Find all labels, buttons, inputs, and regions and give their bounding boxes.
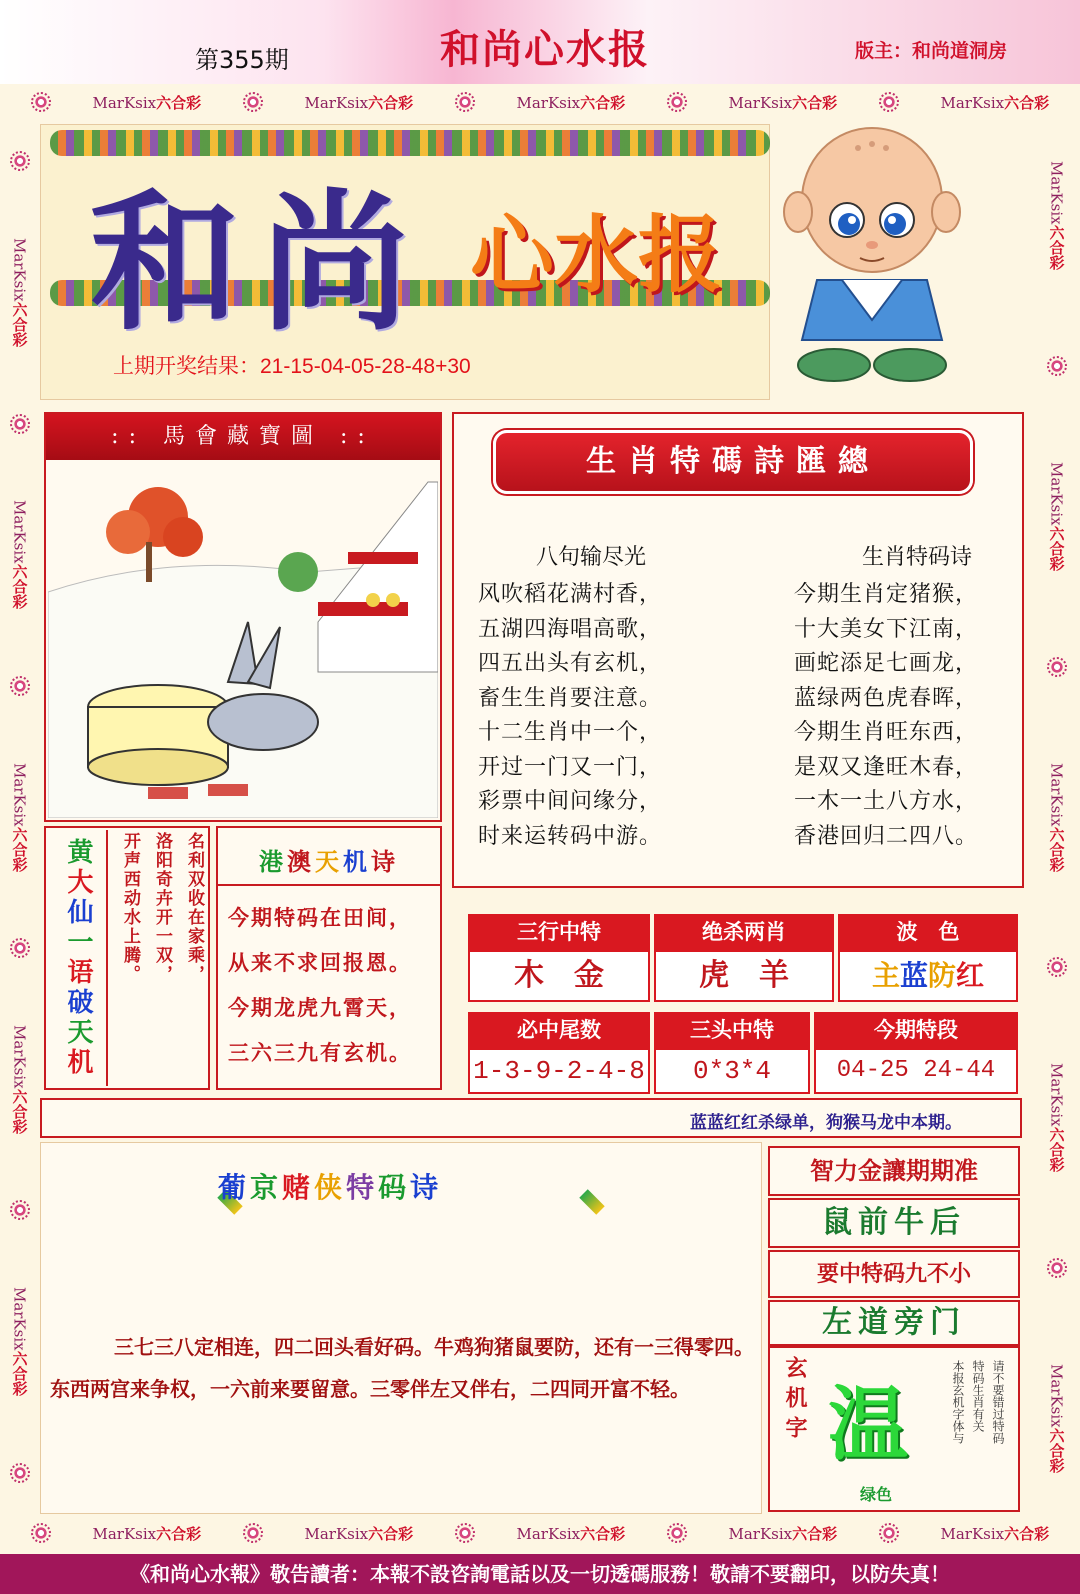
note-text: 特码生肖有关	[971, 1360, 985, 1432]
poem-line: 蓝绿两色虎春晖，	[794, 685, 979, 711]
watermark-label: MarKsix六合彩	[940, 93, 1050, 112]
watermark-label: MarKsix六合彩	[1047, 1063, 1066, 1173]
pujing-text: 三七三八定相连，四二回头看好码。牛鸡狗猪鼠要防，还有一三得零四。东西两宫来争权，一六前来要留意。三零伴左又伴右，二四同开富不轻。	[50, 1335, 754, 1401]
gangao-line: 三六三九有玄机。	[228, 1040, 412, 1065]
masthead-title-big: 和尚	[90, 175, 431, 351]
flower-icon	[243, 1523, 263, 1543]
gangao-line: 从来不求回报恩。	[228, 950, 412, 975]
poem-left-body	[478, 578, 662, 854]
mystery-word-color: 绿色	[860, 1485, 893, 1504]
title-char: 一	[63, 928, 93, 958]
info-strip-text: 蓝蓝红红杀绿单，狗猴马龙中本期。	[690, 1113, 962, 1133]
note-text: 请不要错过特码	[991, 1360, 1005, 1444]
title-char: 侠	[314, 1171, 347, 1204]
right-slogan: 智力金讓期期准	[768, 1146, 1020, 1196]
title-char: 破	[63, 988, 93, 1018]
tail-numbers-value: 1-3-9-2-4-8	[468, 1048, 650, 1094]
flower-icon	[31, 1523, 51, 1543]
watermark-border-left	[6, 118, 34, 1516]
divider	[106, 830, 108, 1086]
flower-icon	[10, 938, 30, 958]
watermark-border-top	[10, 88, 1070, 116]
monk-mascot-illustration	[772, 120, 972, 390]
poem-line: 十大美女下江南，	[794, 616, 979, 642]
title-char: 天	[315, 847, 343, 876]
flower-icon	[1047, 657, 1067, 677]
flower-icon	[243, 92, 263, 112]
poem-line: 四五出头有玄机，	[478, 651, 663, 676]
poem-line: 今期生肖定猪猴，	[794, 582, 979, 607]
masthead-title-small: 心水报	[470, 205, 723, 304]
watermark-label: MarKsix六合彩	[10, 762, 29, 872]
poem-right-heading: 生肖特码诗	[862, 545, 973, 570]
title-char: 赌	[282, 1171, 315, 1204]
watermark-label: MarKsix六合彩	[1047, 161, 1066, 270]
pujing-title	[218, 1166, 442, 1206]
note-text: 本报玄机字体与	[951, 1360, 965, 1444]
title-char: 天	[63, 1018, 93, 1048]
footer-notice: 《和尚心水報》敬告讀者：本報不設咨詢電話以及一切透碼服務！敬請不要翻印，以防失真！	[0, 1554, 1080, 1594]
table2-header: 必中尾数	[468, 1012, 650, 1048]
watermark-label: MarKsix六合彩	[728, 1524, 838, 1543]
flower-icon	[10, 1463, 30, 1483]
title-char: 葡	[218, 1171, 251, 1204]
title-char: 特	[346, 1171, 379, 1204]
watermark-label: MarKsix六合彩	[940, 1524, 1050, 1543]
right-hint: 鼠前牛后	[768, 1198, 1020, 1248]
editor-credit: 版主：和尚道洞房	[855, 40, 1008, 62]
flower-icon	[10, 151, 30, 171]
watermark-border-bottom	[10, 1518, 1070, 1548]
poem-left-heading: 八句输尽光	[536, 545, 647, 570]
title-char: 仙	[63, 898, 93, 928]
watermark-label: MarKsix六合彩	[516, 93, 626, 112]
flower-icon	[1047, 356, 1067, 376]
watermark-label: MarKsix六合彩	[10, 1024, 29, 1134]
flower-icon	[1047, 957, 1067, 977]
right-hint: 左道旁门	[768, 1300, 1020, 1346]
wave-char: 红	[956, 959, 985, 992]
watermark-label: MarKsix六合彩	[10, 238, 29, 347]
wave-color-value	[838, 950, 1018, 1002]
watermark-label: MarKsix六合彩	[728, 93, 838, 112]
wave-char: 主	[871, 959, 900, 992]
poem-line: 香港回归二四八。	[794, 823, 979, 849]
watermark-label: MarKsix六合彩	[1047, 762, 1066, 872]
watermark-border-right	[1042, 118, 1072, 1516]
flower-icon	[1047, 1258, 1067, 1278]
special-range-value: 04-25 24-44	[814, 1048, 1018, 1094]
title-char: 诗	[410, 1171, 443, 1204]
watermark-label: MarKsix六合彩	[1047, 1364, 1066, 1473]
poem-line: 一木一土八方水，	[794, 789, 979, 814]
flower-icon	[10, 1200, 30, 1220]
wave-char: 蓝	[899, 959, 928, 992]
table1-header: 波 色	[838, 914, 1018, 950]
poem-line: 风吹稻花满村香，	[478, 582, 663, 607]
issue-number: 第355期	[195, 46, 289, 74]
table1-header: 三行中特	[468, 914, 650, 950]
right-hint: 要中特码九不小	[768, 1250, 1020, 1298]
poem-line: 是双又逢旺木春，	[794, 754, 979, 780]
poem-line: 开过一门又一门，	[478, 754, 663, 780]
flower-icon	[10, 676, 30, 696]
mystery-word-label: 玄机字	[782, 1356, 808, 1446]
title-char: 语	[63, 958, 93, 988]
title-char: 黄	[63, 838, 93, 868]
watermark-label: MarKsix六合彩	[304, 1524, 414, 1543]
flower-icon	[879, 92, 899, 112]
poem-line: 畜生生肖要注意。	[478, 685, 663, 711]
title-char: 大	[63, 868, 93, 898]
huang-daxian-poem: 名利双收在家乘， 洛阳奇卉开一双， 开声西动水上腾。	[120, 832, 204, 984]
poem-line: 十二生肖中一个，	[478, 720, 663, 745]
watermark-label: MarKsix六合彩	[304, 93, 414, 112]
watermark-label: MarKsix六合彩	[516, 1524, 626, 1543]
poem-line: 彩票中间问缘分，	[478, 789, 663, 814]
flower-icon	[667, 1523, 687, 1543]
flower-icon	[879, 1523, 899, 1543]
title-char: 京	[250, 1171, 283, 1204]
mystery-word: 温	[828, 1377, 908, 1471]
three-elements-value: 木 金	[468, 950, 650, 1002]
title-char: 码	[378, 1171, 411, 1204]
poem-line: 画蛇添足七画龙，	[794, 651, 979, 676]
watermark-label: MarKsix六合彩	[10, 1287, 29, 1396]
flower-icon	[455, 92, 475, 112]
watermark-label: MarKsix六合彩	[1047, 461, 1066, 571]
title-char: 诗	[371, 847, 399, 876]
wave-color-text	[872, 959, 984, 992]
poem-line: 五湖四海唱高歌，	[478, 616, 663, 642]
flower-icon	[667, 92, 687, 112]
title-char: 港	[259, 847, 287, 876]
three-heads-value: 0*3*4	[654, 1048, 810, 1094]
title-char: 机	[63, 1048, 93, 1078]
table2-header: 今期特段	[814, 1012, 1018, 1048]
huang-daxian-title	[60, 838, 97, 1078]
last-result: 上期开奖结果：21-15-04-05-28-48+30	[113, 355, 471, 378]
kill-zodiac-value: 虎 羊	[654, 950, 834, 1002]
table1-header: 绝杀两肖	[654, 914, 834, 950]
flower-icon	[10, 414, 30, 434]
title-char: 澳	[287, 847, 315, 876]
flower-icon	[31, 92, 51, 112]
title-char: 机	[343, 847, 371, 876]
gangao-line: 今期龙虎九霄天，	[228, 995, 412, 1020]
watermark-label: MarKsix六合彩	[10, 500, 29, 610]
poem-right-body	[794, 578, 978, 854]
treasure-map-title: :: 馬會藏寶圖 ::	[46, 414, 440, 460]
watermark-label: MarKsix六合彩	[92, 93, 202, 112]
rabbit-scene-illustration	[48, 462, 438, 818]
poems-title: 生肖特碼詩匯總	[586, 444, 880, 479]
wave-char: 防	[928, 959, 957, 992]
poem-line: 今期生肖旺东西，	[794, 720, 979, 745]
table2-header: 三头中特	[654, 1012, 810, 1048]
watermark-label: MarKsix六合彩	[92, 1524, 202, 1543]
gangao-title	[218, 842, 440, 877]
gangao-line: 今期特码在田间，	[228, 905, 412, 930]
flower-icon	[455, 1523, 475, 1543]
divider	[218, 884, 440, 886]
poem-line: 时来运转码中游。	[478, 823, 663, 849]
paper-name: 和尚心水报	[440, 26, 650, 73]
